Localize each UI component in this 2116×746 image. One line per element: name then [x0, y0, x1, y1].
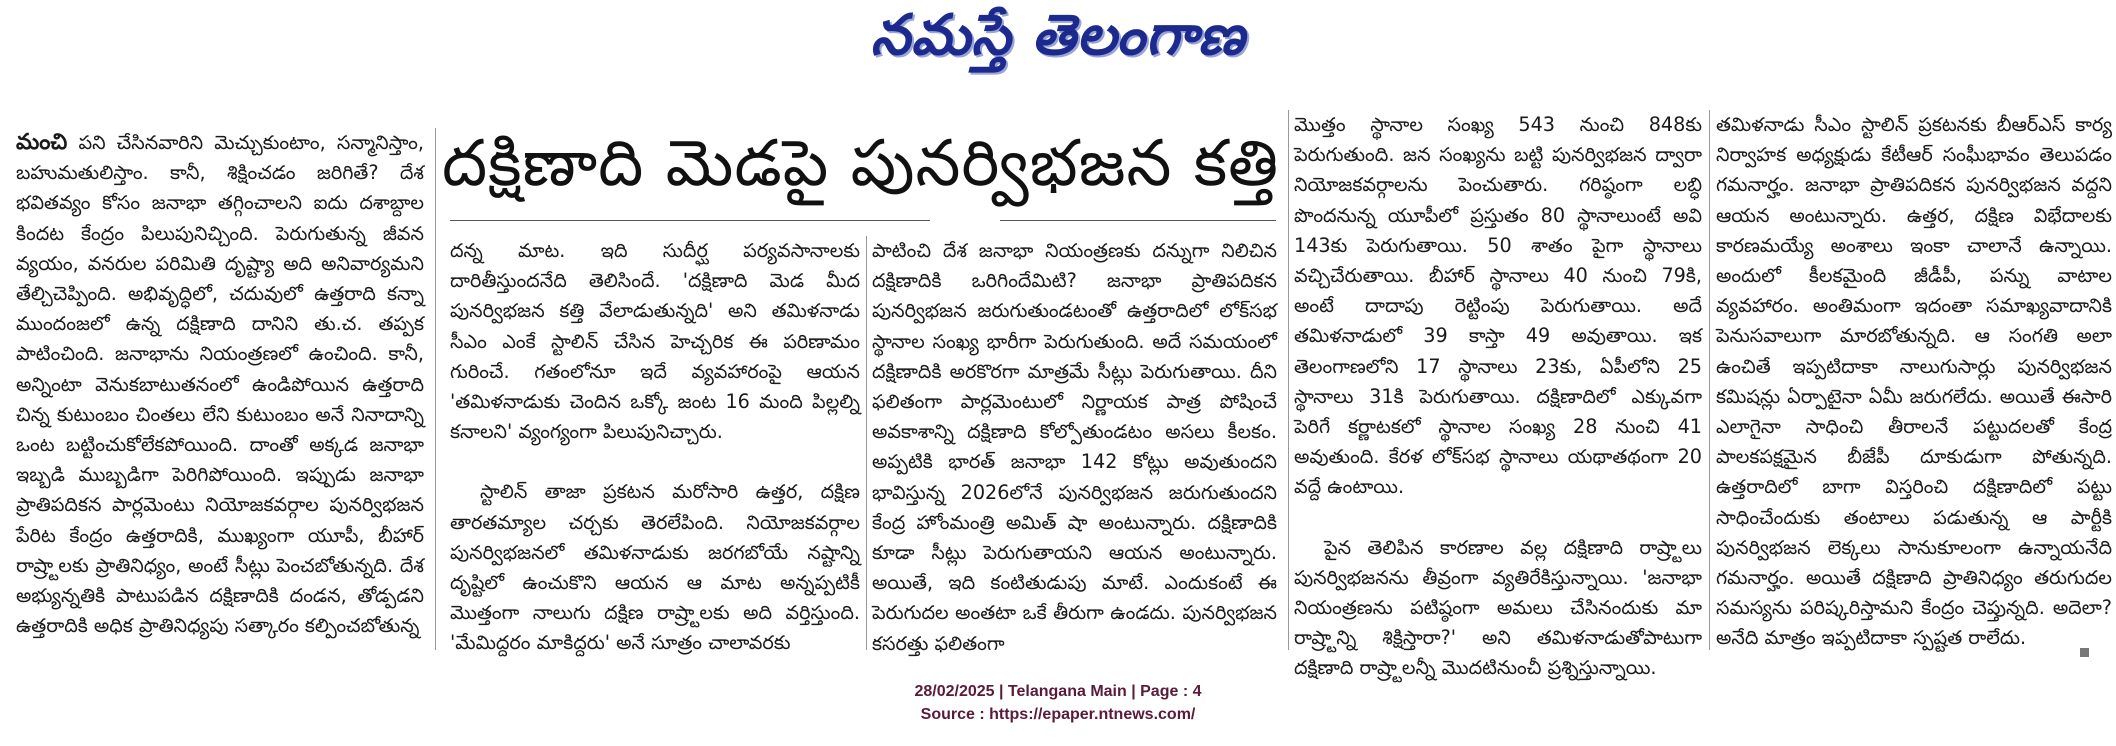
- column-4-para-1: మొత్తం స్థానాల సంఖ్య 543 నుంచి 848కు పెరుగుతుంది. జన సంఖ్యను బట్టి పునర్విభజన ద్వారా నియోజకవర్గాలను పెంచుతారు. గరిష్ఠంగా లబ్ధి పొందనున్న యూపీలో ప్రస్తుతం 80 స్థానాలుంటే అవి 143కు పెరుగుతాయి. 50 శాతం పైగా స్థానాలు వచ్చిచేరుతాయి. బీహార్ స్థానాలు 40 నుంచి 79కి, అంటే దాదాపు రెట్టింపు పెరుగుతాయి. అదే తమిళనాడులో 39 కాస్తా 49 అవుతాయి. ఇక తెలంగాణలోని 17 స్థానాలు 23కు, ఏపీలోని 25 స్థానాలు 31కి పెరుగుతాయి. దక్షిణాదిలో ఎక్కువగా పెరిగే కర్ణాటకలో స్థానాల సంఖ్య 28 నుంచి 41 అవుతుంది. కేరళ లోక్‌సభ స్థానాలు యథాతథంగా 20 వద్దే ఉంటాయి.: [1294, 113, 1702, 499]
- dropcap-word: మంచి: [16, 130, 68, 155]
- newspaper-logo: నమస్తే తెలంగాణ: [870, 2, 1246, 68]
- footer-date-line: 28/02/2025 | Telangana Main | Page : 4: [914, 683, 1202, 700]
- article-column-4: [1294, 110, 1702, 684]
- column-5-text: తమిళనాడు సీఎం స్టాలిన్ ప్రకటనకు బీఆర్‌ఎస్ కార్య నిర్వాహక అధ్యక్షుడు కేటీఆర్ సంఘీభావం తెలుపడం గమనార్హం. జనాభా ప్రాతిపదికన పునర్విభజన వద్దని ఆయన అంటున్నారు. ఉత్తర, దక్షిణ విభేదాలకు కారణమయ్యే అంశాలు ఇంకా చాలానే ఉన్నాయి. అందులో కీలకమైంది జీడీపీ, పన్ను వాటాల వ్యవహారం. అంతిమంగా ఇదంతా సమాఖ్యవాదానికి పెనుసవాలుగా మారబోతున్నది. ఆ సంగతి అలా ఉంచితే ఇప్పటిదాకా నాలుగుసార్లు పునర్విభజన కమిషన్లు ఏర్పాటైనా ఏమీ జరుగలేదు. అయితే ఈసారి ఎలాగైనా సాధించి తీరాలనే పట్టుదలతో కేంద్ర పాలకపక్షమైన బీజేపీ దూకుడుగా పోతున్నది. ఉత్తరాదిలో బాగా విస్తరించి దక్షిణాదిలో పట్టు సాధించేందుకు తంటాలు పడుతున్న ఆ పార్టీకి పునర్విభజన లెక్కలు సానుకూలంగా ఉన్నాయనేది గమనార్హం. అయితే దక్షిణాది ప్రాతినిధ్యం తరుగుదల సమస్యను పరిష్కరిస్తామని కేంద్రం చెప్తున్నది. అదెలా? అనేది మాత్రం ఇప్పటిదాకా స్పష్టత రాలేదు.: [1716, 113, 2112, 650]
- headline-underline-right: [1000, 220, 1276, 221]
- column-2-para-2: స్టాలిన్ తాజా ప్రకటన మరోసారి ఉత్తర, దక్షిణ తారతమ్యాల చర్చకు తెరలేపింది. నియోజకవర్గాల పునర్విభజనలో తమిళనాడుకు జరగబోయే నష్టాన్ని దృష్టిలో ఉంచుకొని ఆయన ఆ మాట అన్నప్పటికీ మొత్తంగా నాలుగు దక్షిణ రాష్ర్టాలకు అది వర్తిస్తుంది. 'మేమిద్దరం మాకిద్దరు' అనే సూత్రం చాలావరకు: [450, 480, 860, 655]
- column-1-body: పని చేసినవారిని మెచ్చుకుంటాం, సన్మానిస్తాం, బహుమతులిస్తాం. కానీ, శిక్షించడం జరిగితే? దేశ భవితవ్యం కోసం జనాభా తగ్గించాలని ఐదు దశాబ్దాల కిందట కేంద్రం పిలుపునిచ్చింది. పెరుగుతున్న జీవన వ్యయం, వనరుల పరిమితి దృష్ట్యా అది అనివార్యమని తేల్చిచెప్పింది. అభివృద్ధిలో, చదువులో ఉత్తరాది కన్నా ముందంజలో ఉన్న దక్షిణాది దానిని తు.చ. తప్పక పాటించింది. జనాభాను నియంత్రణలో ఉంచింది. కానీ, అన్నింటా వెనుకబాటుతనంలో ఉండిపోయిన ఉత్తరాది చిన్న కుటుంబం చింతలు లేని కుటుంబం అనే నినాదాన్ని ఒంట బట్టించుకోలేకపోయింది. దాంతో అక్కడ జనాభా ఇబ్బడి ముబ్బడిగా పెరిగిపోయింది. ఇప్పుడు జనాభా ప్రాతిపదికన పార్లమెంటు నియోజకవర్గాల పునర్విభజన పేరిట కేంద్రం ఉత్తరాదికి, ముఖ్యంగా యూపీ, బీహార్ రాష్ర్టాలకు ప్రాతినిధ్యం, అంటే సీట్లు పెంచబోతున్నది. దేశ అభ్యున్నతికి పాటుపడిన దక్షిణాదికి దండన, తోడ్పడని ఉత్తరాదికి అధిక ప్రాతినిధ్యపు సత్కారం కల్పించబోతున్న: [16, 131, 424, 638]
- column-1-text: [16, 128, 424, 641]
- masthead: [0, 2, 2116, 78]
- article-column-3: [872, 236, 1277, 659]
- end-of-article-marker: [2080, 648, 2089, 657]
- article-column-2: [450, 236, 860, 659]
- column-divider: [866, 236, 867, 650]
- column-divider: [435, 128, 436, 650]
- column-divider: [1288, 110, 1289, 650]
- article-column-5: [1716, 110, 2112, 654]
- column-3-text: పాటించి దేశ జనాభా నియంత్రణకు దన్నుగా నిలిచిన దక్షిణాదికి ఒరిగిందేమిటి? జనాభా ప్రాతిపదికన పునర్విభజన జరుగుతుండటంతో ఉత్తరాదిలో లోక్‌సభ స్థానాల సంఖ్య భారీగా పెరుగుతుంది. అదే సమయంలో దక్షిణాదికి అరకొరగా మాత్రమే సీట్లు పెరుగుతాయి. దీని ఫలితంగా పార్లమెంటులో నిర్ణాయక పాత్ర పోషించే అవకాశాన్ని దక్షిణాది కోల్పోతుండటం అసలు కీలకం. అప్పటికి భారత్ జనాభా 142 కోట్లు అవుతుందని భావిస్తున్న 2026లోనే పునర్విభజన జరుగుతుందని కేంద్ర హోంమంత్రి అమిత్ షా అంటున్నారు. దక్షిణాదికి కూడా సీట్లు పెరుగుతాయని ఆయన అంటున్నారు. అయితే, ఇది కంటితుడుపు మాటే. ఎందుకంటే ఈ పెరుగుదల అంతటా ఒకే తీరుగా ఉండదు. పునర్విభజన కసరత్తు ఫలితంగా: [872, 239, 1277, 655]
- footer-source-line: Source : https://epaper.ntnews.com/: [920, 706, 1196, 723]
- column-4-para-2: పైన తెలిపిన కారణాల వల్ల దక్షిణాది రాష్ర్టాలు పునర్విభజనను తీవ్రంగా వ్యతిరేకిస్తున్నాయి. 'జనాభా నియంత్రణను పటిష్ఠంగా అమలు చేసినందుకు మా రాష్ర్టాన్ని శిక్షిస్తారా?' అని తమిళనాడుతోపాటుగా దక్షిణాది రాష్ర్టాలన్నీ మొదటినుంచీ ప్రశ్నిస్తున్నాయి.: [1294, 535, 1702, 680]
- column-2-para-1: దన్న మాట. ఇది సుదీర్ఘ పర్యవసానాలకు దారితీస్తుందనేది తెలిసిందే. 'దక్షిణాది మెడ మీద పునర్విభజన కత్తి వేలాడుతున్నది' అని తమిళనాడు సీఎం ఎంకే స్టాలిన్ చేసిన హెచ్చరిక ఈ పరిణామం గురించే. గతంలోనూ ఇదే వ్యవహారంపై ఆయన 'తమిళనాడుకు చెందిన ఒక్కో జంట 16 మంది పిల్లల్ని కనాలని' వ్యంగ్యంగా పిలుపునిచ్చారు.: [450, 239, 860, 444]
- column-divider: [1709, 110, 1710, 650]
- article-column-1: [16, 128, 424, 641]
- headline-underline: [450, 220, 930, 221]
- article-headline: దక్షిణాది మెడపై పునర్విభజన కత్తి: [442, 127, 1280, 201]
